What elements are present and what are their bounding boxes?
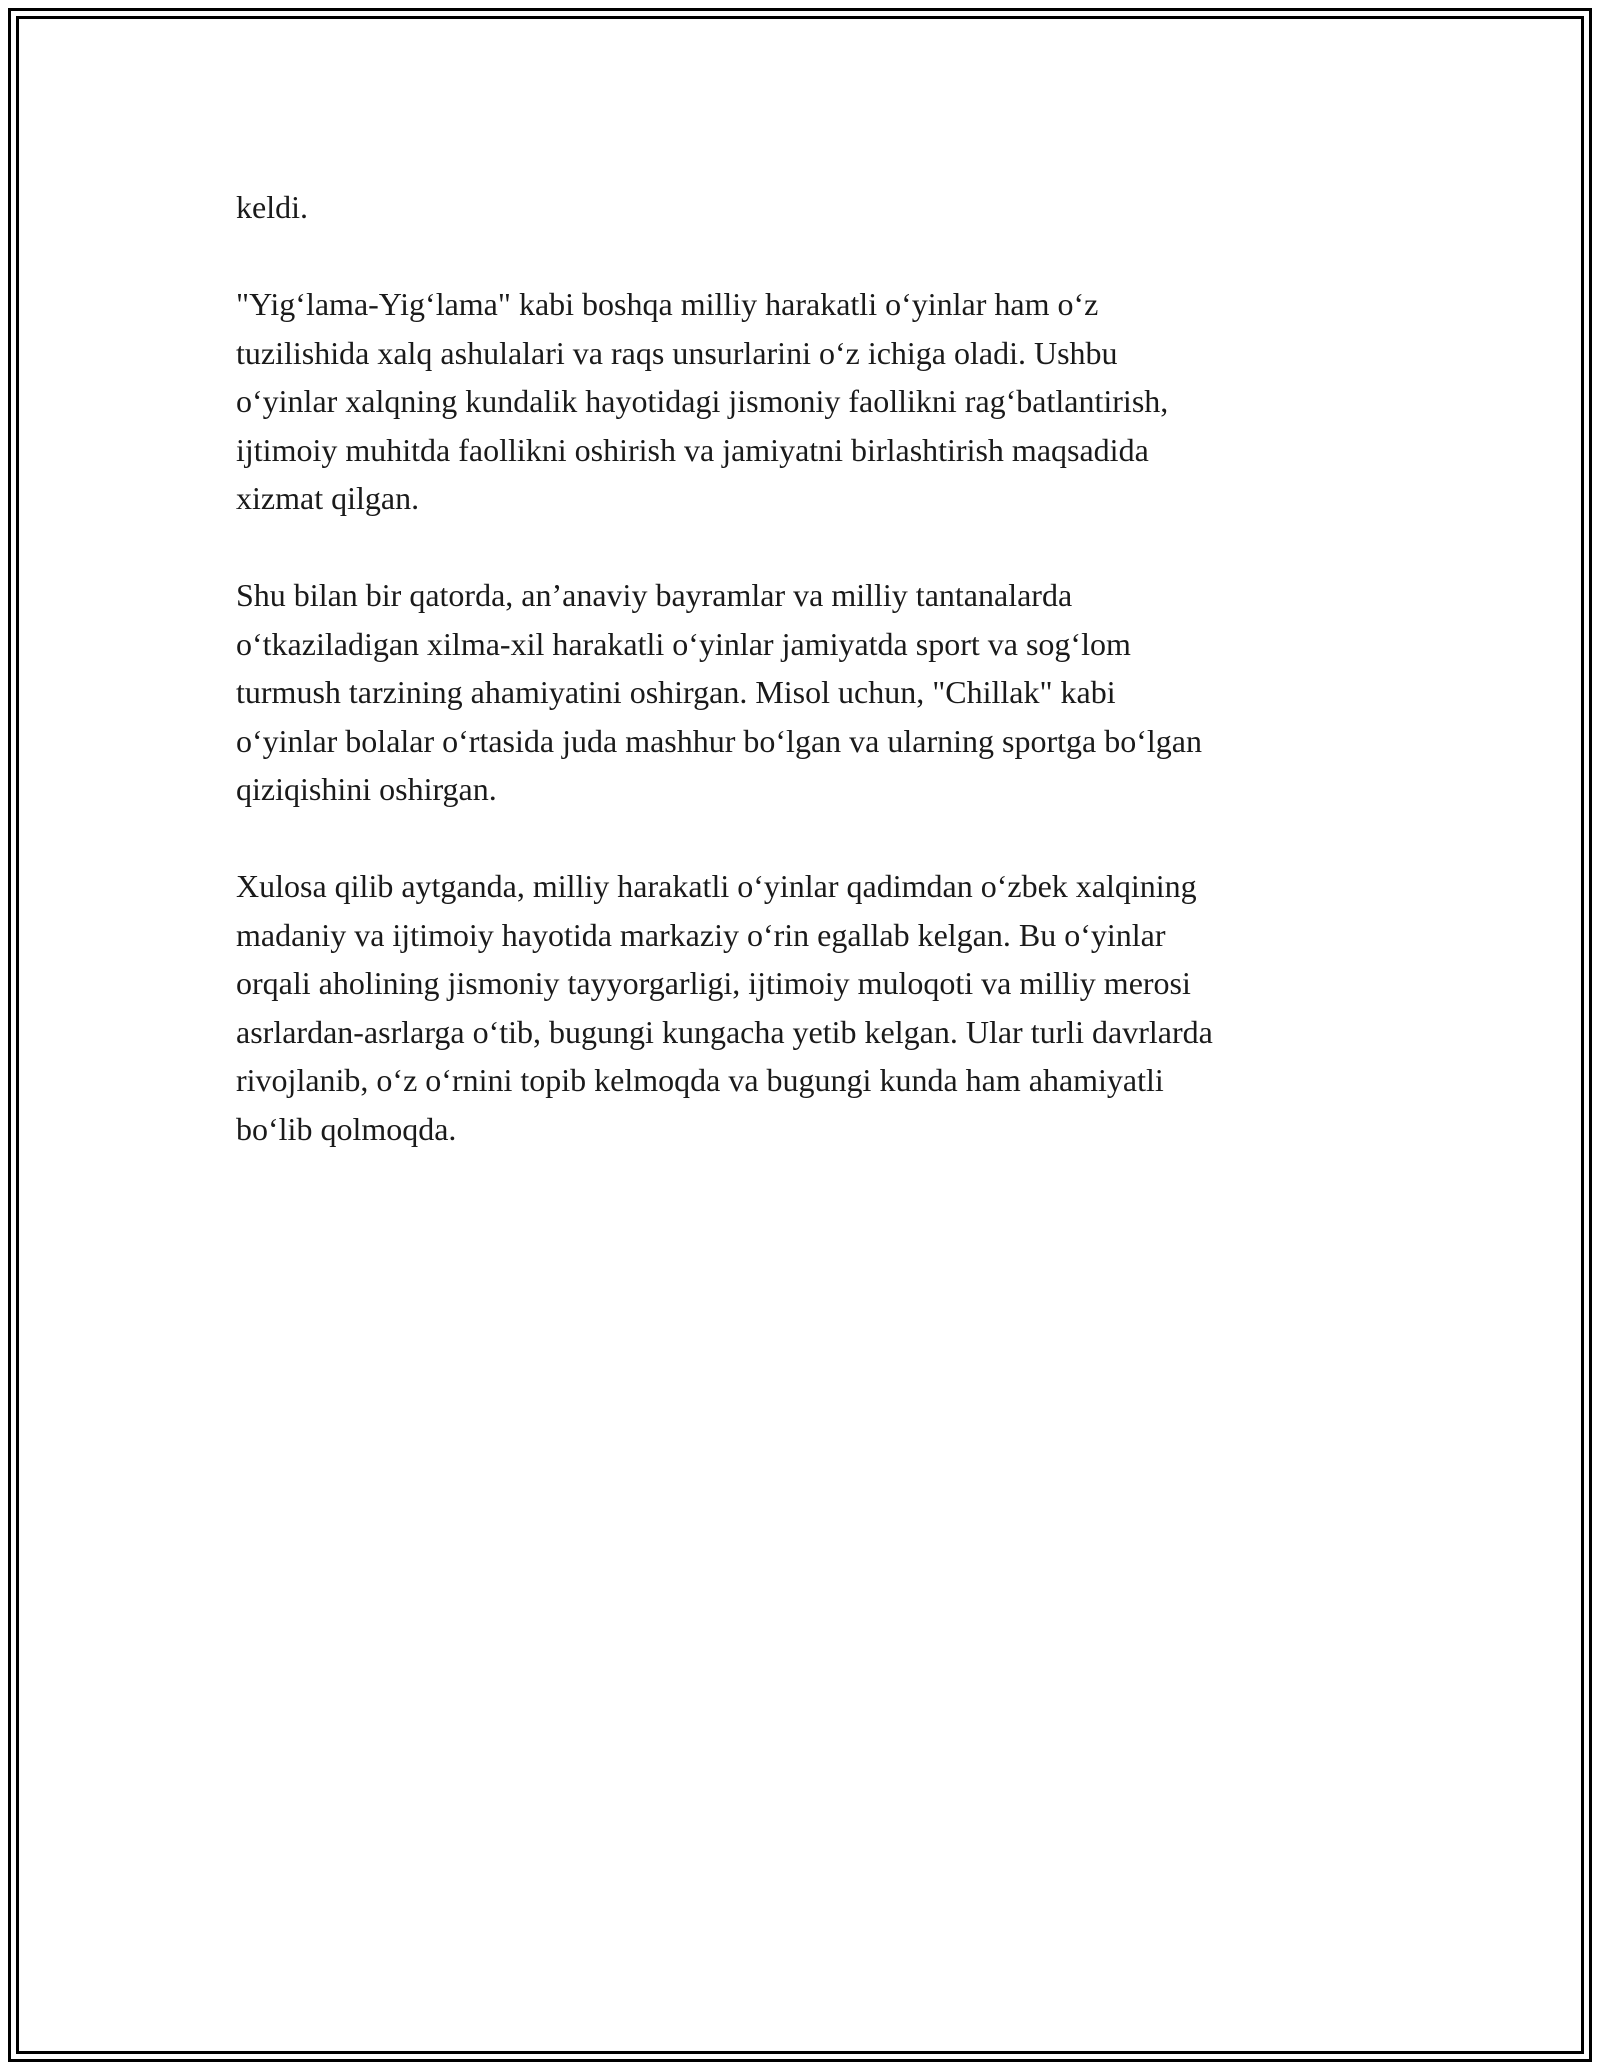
paragraph-chillak: Shu bilan bir qatorda, an’anaviy bayramlar va milliy tantanalarda o‘tkaziladigan xilma-xil harakatli o‘yinlar jamiyatda sport va sog‘lom turmush tarzining ahamiyatini oshirgan. Misol uchun, "Chillak" kabi o‘yinlar bolalar o‘rtasida juda mashhur bo‘lgan va ularning sportga bo‘lgan qiziqishini oshirgan.	[236, 577, 1202, 807]
document-body	[236, 183, 1376, 1202]
paragraph-conclusion: Xulosa qilib aytganda, milliy harakatli o‘yinlar qadimdan o‘zbek xalqining madaniy va ijtimoiy hayotida markaziy o‘rin egallab kelgan. Bu o‘yinlar orqali aholining jismoniy tayyorgarligi, ijtimoiy muloqoti va milliy merosi asrlardan-asrlarga o‘tib, bugungi kungacha yetib kelgan. Ular turli davrlarda rivojlanib, o‘z o‘rnini topib kelmoqda va bugungi kunda ham ahamiyatli bo‘lib qolmoqda.	[236, 868, 1213, 1147]
paragraph-continuation: keldi.	[236, 189, 308, 225]
paragraph-yiglama: "Yig‘lama-Yig‘lama" kabi boshqa milliy harakatli o‘yinlar ham o‘z tuzilishida xalq ashulalari va raqs unsurlarini o‘z ichiga oladi. Ushbu o‘yinlar xalqning kundalik hayotidagi jismoniy faollikni rag‘batlantirish, ijtimoiy muhitda faollikni oshirish va jamiyatni birlashtirish maqsadida xizmat qilgan.	[236, 286, 1169, 516]
